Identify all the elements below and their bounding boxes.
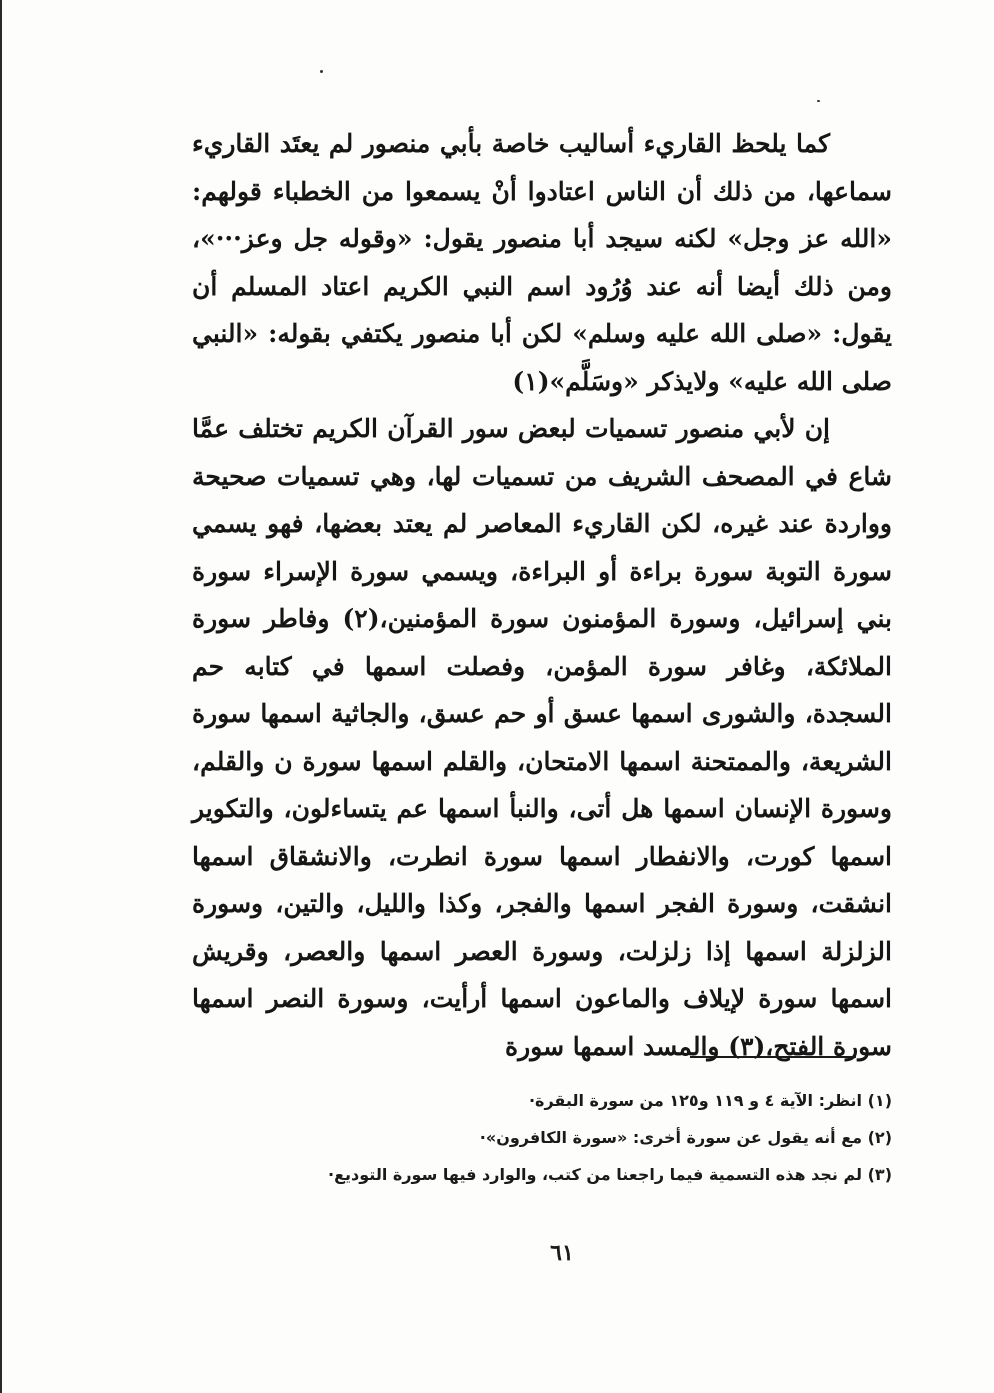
footnotes: [202, 1082, 892, 1193]
paragraph: إن لأبي منصور تسميات لبعض سور القرآن الكريم تختلف عمَّا شاع في المصحف الشريف من تسميات لها، وهي تسميات صحيحة وواردة عند غيره، لكن القاريء المعاصر لم يعتد بعضها، فهو يسمي سورة التوبة سورة براءة أو البراءة، ويسمي سورة الإسراء سورة بني إسرائيل، وسورة المؤمنون سورة المؤمنين،(٢) وفاطر سورة الملائكة، وغافر سورة المؤمن، وفصلت اسمها في كتابه حم السجدة، والشورى اسمها عسق أو حم عسق، والجاثية اسمها سورة الشريعة، والممتحنة اسمها الامتحان، والقلم اسمها سورة ن والقلم، وسورة الإنسان اسمها هل أتى، والنبأ اسمها عم يتساءلون، والتكوير اسمها كورت، والانفطار اسمها سورة انطرت، والانشقاق اسمها انشقت، وسورة الفجر اسمها والفجر، وكذا والليل، والتين، وسورة الزلزلة اسمها إذا زلزلت، وسورة العصر اسمها والعصر، وقريش اسمها سورة لإيلاف والماعون اسمها أرأيت، وسورة النصر اسمها سورة الفتح،(٣) والمسد اسمها سورة: [192, 414, 892, 1061]
footnote: (٢) مع أنه يقول عن سورة أخرى: «سورة الكافرون»·: [479, 1128, 892, 1147]
footnote: (٣) لم نجد هذه التسمية فيما راجعنا من كتب، والوارد فيها سورة التوديع·: [328, 1165, 892, 1184]
scan-speck: [817, 100, 820, 102]
scan-speck: [320, 70, 323, 73]
footnote: (١) انظر: الآية ٤ و ١١٩ و١٢٥ من سورة البقرة·: [528, 1091, 892, 1110]
main-text: [192, 120, 892, 1070]
paragraph: كما يلحظ القاريء أساليب خاصة بأبي منصور لم يعتَد القاريء سماعها، من ذلك أن الناس اعتادوا أنْ يسمعوا من الخطباء قولهم: «الله عز وجل» لكنه سيجد أبا منصور يقول: «وقوله جل وعز···»، ومن ذلك أيضا أنه عند وُرُود اسم النبي الكريم اعتاد المسلم أن يقول: «صلى الله عليه وسلم» لكن أبا منصور يكتفي بقوله: «النبي صلى الله عليه» ولايذكر «وسَلَّم»(١): [192, 129, 892, 396]
page-number: ٦١: [550, 1240, 574, 1266]
footnote-divider: [690, 1056, 856, 1058]
